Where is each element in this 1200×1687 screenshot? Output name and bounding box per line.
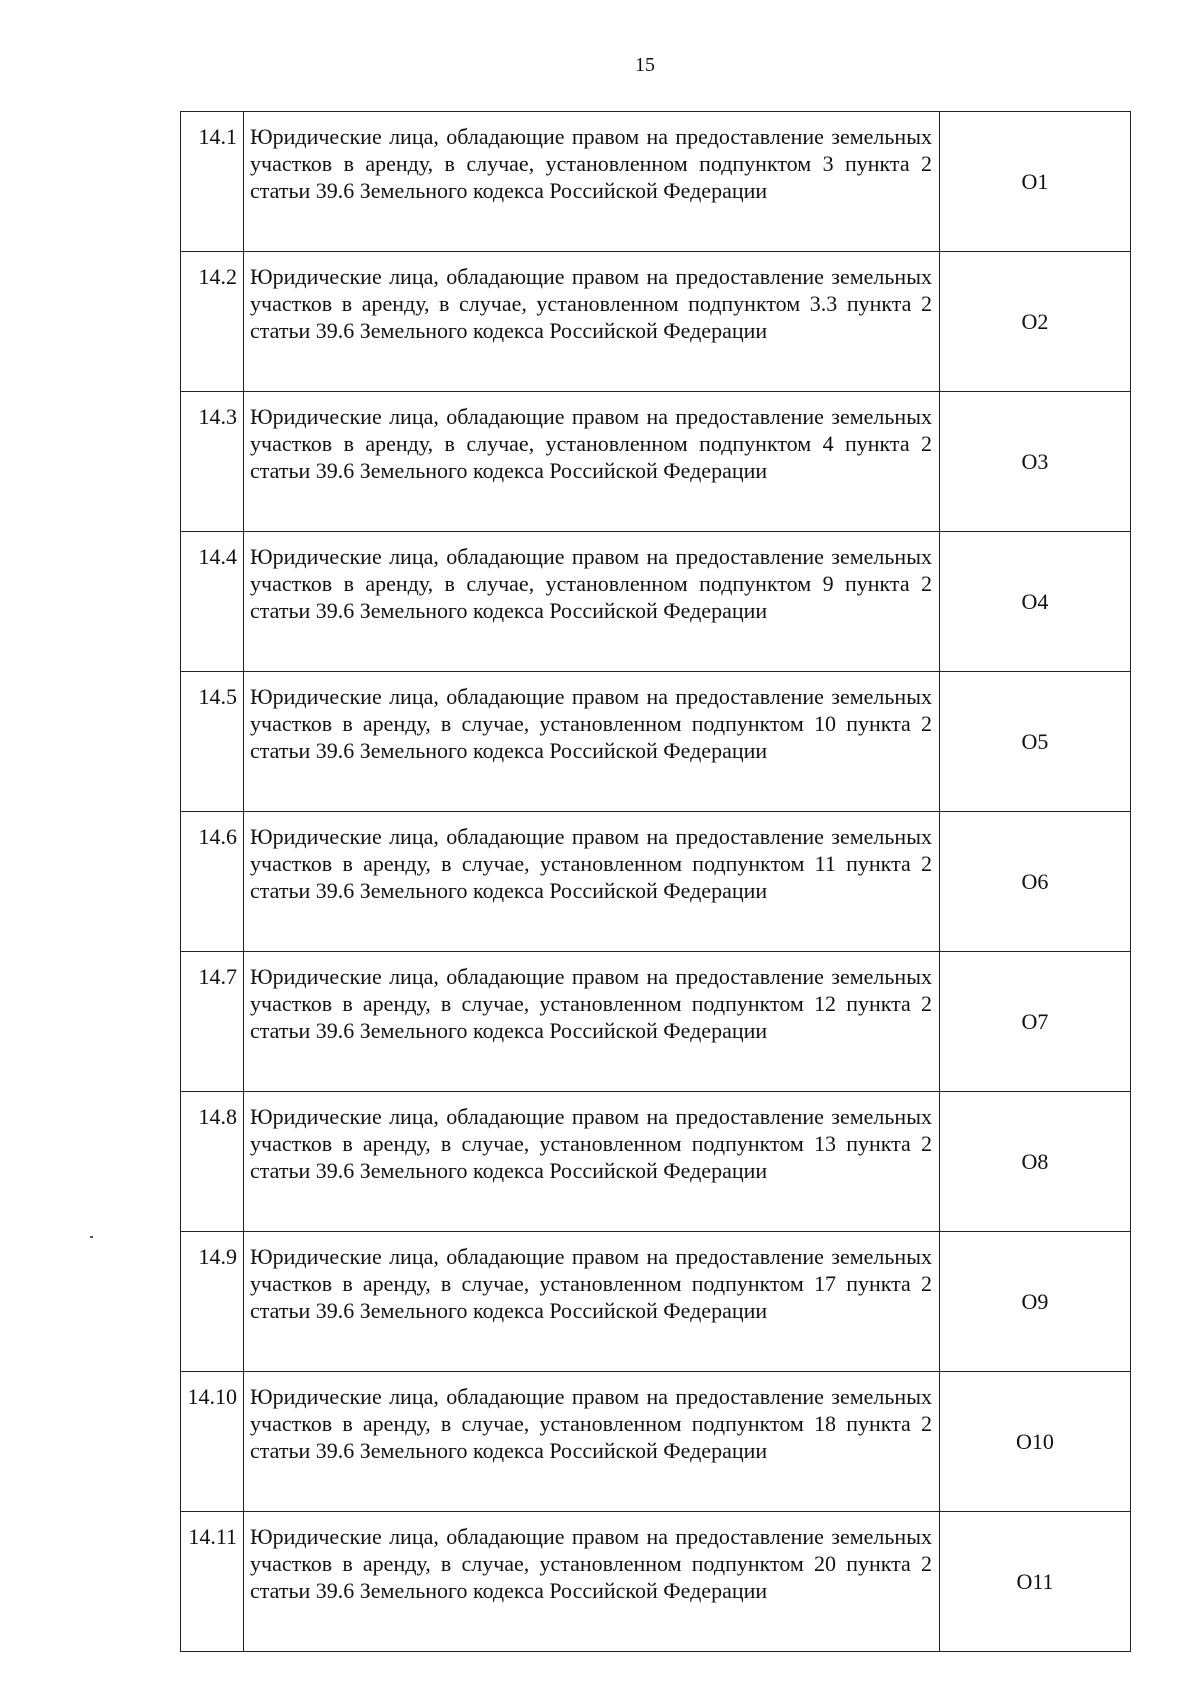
row-number: 14.9 [181, 1232, 244, 1372]
row-number: 14.11 [181, 1512, 244, 1652]
table-row [181, 812, 1131, 952]
row-description: Юридические лица, обладающие правом на предоставление земельных участков в аренду, в случае, установленном подпунктом 9 пункта 2 статьи 39.6 Земельного кодекса Российской Федерации [244, 532, 940, 672]
row-description: Юридические лица, обладающие правом на предоставление земельных участков в аренду, в случае, установленном подпунктом 3.3 пункта 2 статьи 39.6 Земельного кодекса Российской Федерации [244, 252, 940, 392]
table-row [181, 532, 1131, 672]
page-number: 15 [635, 54, 655, 76]
row-description: Юридические лица, обладающие правом на предоставление земельных участков в аренду, в случае, установленном подпунктом 17 пункта 2 статьи 39.6 Земельного кодекса Российской Федерации [244, 1232, 940, 1372]
table-row [181, 112, 1131, 252]
margin-mark [90, 1236, 93, 1238]
row-code: О2 [940, 252, 1131, 392]
table-row [181, 1092, 1131, 1232]
row-number: 14.6 [181, 812, 244, 952]
row-code: О4 [940, 532, 1131, 672]
row-number: 14.8 [181, 1092, 244, 1232]
row-number: 14.5 [181, 672, 244, 812]
row-number: 14.2 [181, 252, 244, 392]
row-code: О11 [940, 1512, 1131, 1652]
row-description: Юридические лица, обладающие правом на предоставление земельных участков в аренду, в случае, установленном подпунктом 4 пункта 2 статьи 39.6 Земельного кодекса Российской Федерации [244, 392, 940, 532]
row-code: О7 [940, 952, 1131, 1092]
row-number: 14.3 [181, 392, 244, 532]
row-number: 14.10 [181, 1372, 244, 1512]
row-code: О10 [940, 1372, 1131, 1512]
row-description: Юридические лица, обладающие правом на предоставление земельных участков в аренду, в случае, установленном подпунктом 18 пункта 2 статьи 39.6 Земельного кодекса Российской Федерации [244, 1372, 940, 1512]
table-row [181, 672, 1131, 812]
row-description: Юридические лица, обладающие правом на предоставление земельных участков в аренду, в случае, установленном подпунктом 13 пункта 2 статьи 39.6 Земельного кодекса Российской Федерации [244, 1092, 940, 1232]
row-number: 14.7 [181, 952, 244, 1092]
table-row [181, 252, 1131, 392]
row-code: О5 [940, 672, 1131, 812]
table-row [181, 1512, 1131, 1652]
row-code: О8 [940, 1092, 1131, 1232]
row-code: О1 [940, 112, 1131, 252]
table-row [181, 952, 1131, 1092]
table-row [181, 392, 1131, 532]
table-row [181, 1232, 1131, 1372]
row-code: О9 [940, 1232, 1131, 1372]
row-number: 14.1 [181, 112, 244, 252]
row-description: Юридические лица, обладающие правом на предоставление земельных участков в аренду, в случае, установленном подпунктом 10 пункта 2 статьи 39.6 Земельного кодекса Российской Федерации [244, 672, 940, 812]
row-number: 14.4 [181, 532, 244, 672]
row-description: Юридические лица, обладающие правом на предоставление земельных участков в аренду, в случае, установленном подпунктом 20 пункта 2 статьи 39.6 Земельного кодекса Российской Федерации [244, 1512, 940, 1652]
row-description: Юридические лица, обладающие правом на предоставление земельных участков в аренду, в случае, установленном подпунктом 3 пункта 2 статьи 39.6 Земельного кодекса Российской Федерации [244, 112, 940, 252]
row-code: О6 [940, 812, 1131, 952]
table-row [181, 1372, 1131, 1512]
row-description: Юридические лица, обладающие правом на предоставление земельных участков в аренду, в случае, установленном подпунктом 12 пункта 2 статьи 39.6 Земельного кодекса Российской Федерации [244, 952, 940, 1092]
codes-table [180, 111, 1131, 1652]
row-description: Юридические лица, обладающие правом на предоставление земельных участков в аренду, в случае, установленном подпунктом 11 пункта 2 статьи 39.6 Земельного кодекса Российской Федерации [244, 812, 940, 952]
row-code: О3 [940, 392, 1131, 532]
